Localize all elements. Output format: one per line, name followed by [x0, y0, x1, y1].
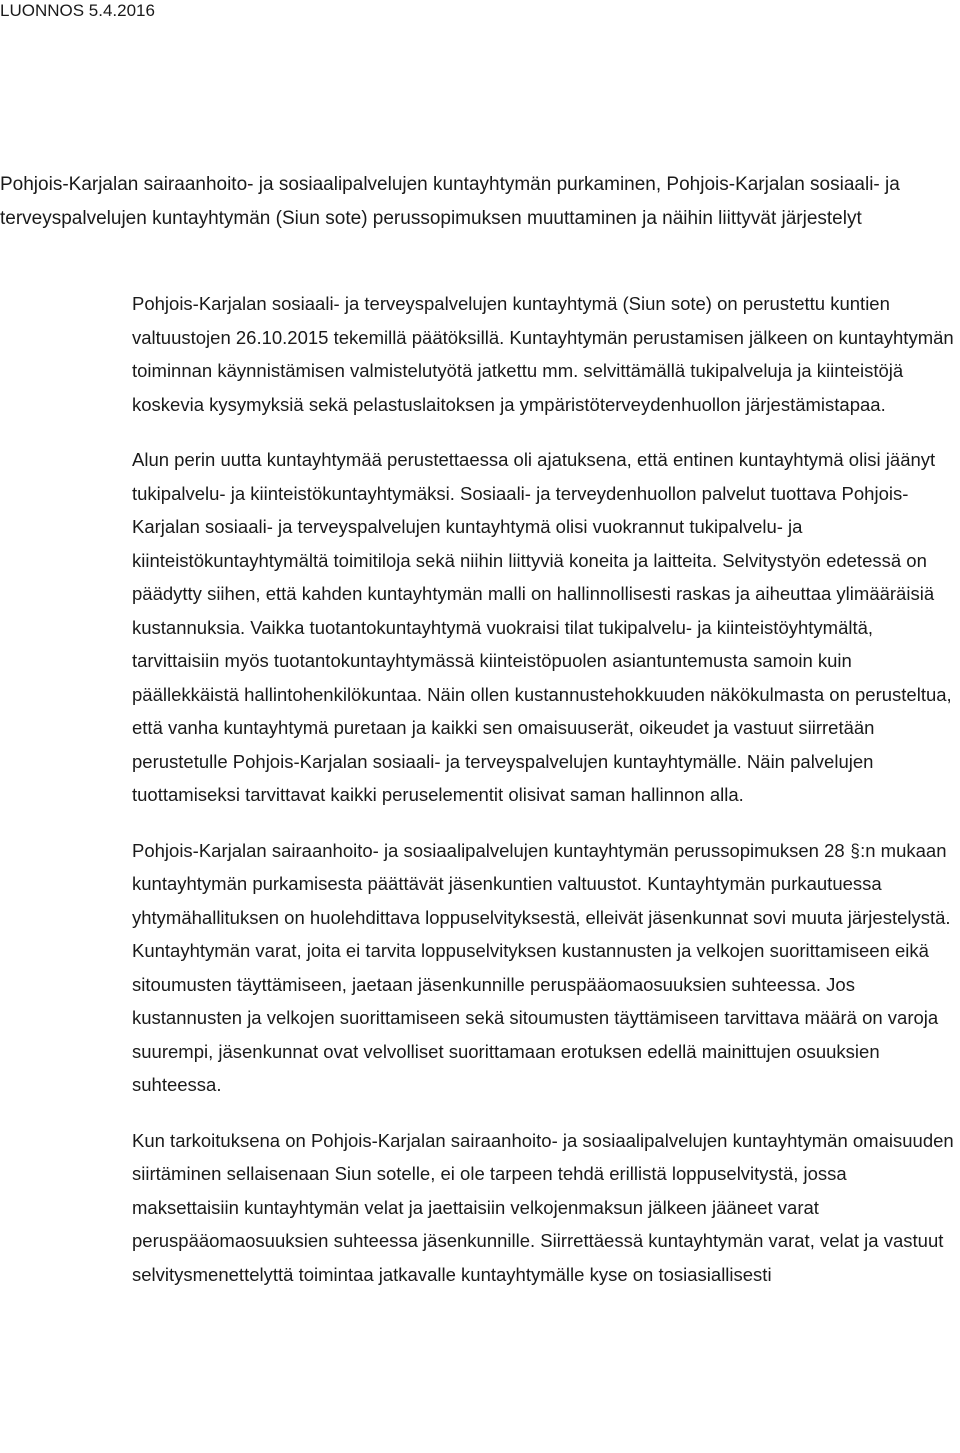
- draft-label: LUONNOS 5.4.2016: [0, 1, 155, 20]
- paragraph-asset-transfer: Kun tarkoituksena on Pohjois-Karjalan sairaanhoito- ja sosiaalipalvelujen kuntayhtymän omaisuuden siirtäminen sellaisenaan Siun sotelle, ei ole tarpeen tehdä erillistä loppuselvitystä, jossa maksettaisiin kuntayhtymän velat ja jaettaisiin velkojenmaksun jälkeen jääneet varat peruspääomaosuuksien suhteessa jäsenkunnille. Siirrettäessä kuntayhtymän varat, velat ja vastuut selvitysmenettelyttä toimintaa jatkavalle kuntayhtymälle kyse on tosiasiallisesti: [132, 1129, 954, 1285]
- document-body: [132, 287, 958, 1313]
- paragraph-background: Alun perin uutta kuntayhtymää perustettaessa oli ajatuksena, että entinen kuntayhtymä olisi jäänyt tukipalvelu- ja kiinteistökuntayhtymäksi. Sosiaali- ja terveydenhuollon palvelut tuottava Pohjois-Karjalan sosiaali- ja terveyspalvelujen kuntayhtymä olisi vuokrannut tukipalvelu- ja kiinteistökuntayhtymältä toimitiloja sekä niihin liittyviä koneita ja laitteita. Selvitystyön edetessä on päädytty siihen, että kahden kuntayhtymän malli on hallinnollisesti raskas ja aiheuttaa ylimääräisiä kustannuksia. Vaikka tuotantokuntayhtymä vuokraisi tilat tukipalvelu- ja kiinteistöyhtymältä, tarvittaisiin myös tuotantokuntayhtymässä kiinteistöpuolen asiantuntemusta samoin kuin päällekkäistä hallintohenkilökuntaa. Näin ollen kustannustehokkuuden näkökulmasta on perusteltua, että vanha kuntayhtymä puretaan ja kaikki sen omaisuuserät, oikeudet ja vastuut siirretään perustetulle Pohjois-Karjalan sosiaali- ja terveyspalvelujen kuntayhtymälle. Näin palvelujen tuottamiseksi tarvittavat kaikki peruselementit olisivat saman hallinnon alla.: [132, 449, 952, 805]
- paragraph-dissolution-rules-start: Pohjois-Karjalan sairaanhoito- ja sosiaalipalvelujen kuntayhtymän perussopimuksen 28: [132, 839, 850, 861]
- paragraph-establishment: Pohjois-Karjalan sosiaali- ja terveyspalvelujen kuntayhtymä (Siun sote) on perustettu kuntien valtuustojen 26.10.2015 tekemillä päätöksillä. Kuntayhtymän perustamisen jälkeen on kuntayhtymän toiminnan käynnistämisen valmistelutyötä jatkettu mm. selvittämällä tukipalveluja ja kiinteistöjä koskevia kysymyksiä sekä pelastuslaitoksen ja ympäristöterveydenhuollon järjestämistapaa.: [132, 293, 954, 415]
- paragraph-dissolution-rules: [132, 834, 958, 1102]
- document-title: Pohjois-Karjalan sairaanhoito- ja sosiaalipalvelujen kuntayhtymän purkaminen, Pohjois-Karjalan sosiaali- ja terveyspalvelujen kuntayhtymän (Siun sote) perussopimuksen muuttaminen ja näihin liittyvät järjestelyt: [0, 174, 900, 229]
- paragraph-dissolution-rules-rest: :n mukaan kuntayhtymän purkamisesta päättävät jäsenkuntien valtuustot. Kuntayhtymän purkautuessa yhtymähallituksen on huolehdittava loppuselvityksestä, elleivät jäsenkunnat sovi muuta järjestelystä. Kuntayhtymän varat, joita ei tarvita loppuselvityksen kustannusten ja velkojen suorittamiseen eikä sitoumusten täyttämiseen, jaetaan jäsenkunnille peruspääomaosuuksien suhteessa. Jos kustannusten ja velkojen suorittamiseen sekä sitoumusten täyttämiseen tarvittava määrä on varoja suurempi, jäsenkunnat ovat velvolliset suorittamaan erotuksen edellä mainittujen osuuksien suhteessa.: [132, 839, 951, 1095]
- section-mark: §: [850, 839, 860, 861]
